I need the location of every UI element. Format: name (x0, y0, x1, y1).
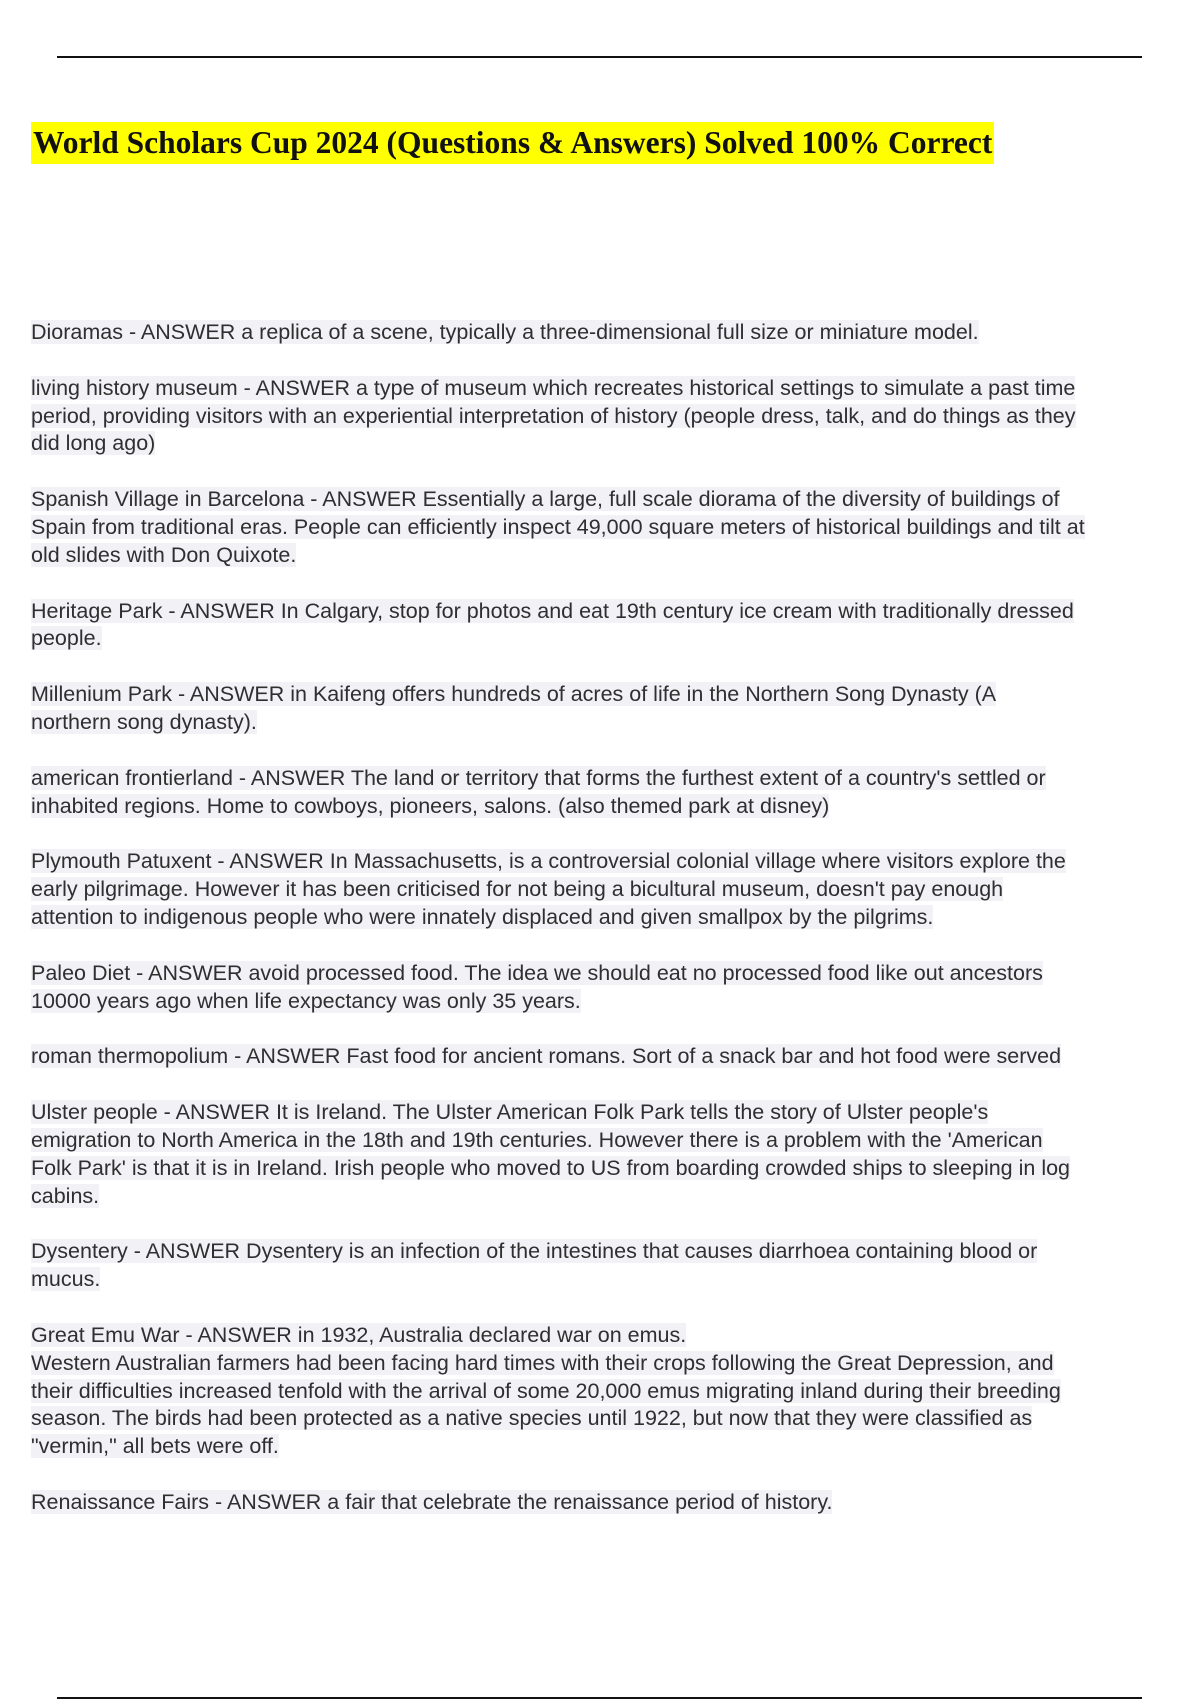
qa-entry-line (31, 1378, 1200, 1406)
qa-entry-line-text: Folk Park' is that it is in Ireland. Irish people who moved to US from boarding crowded ships to sleeping in log (31, 1155, 1071, 1180)
qa-entry-line (31, 430, 1200, 458)
qa-entry-line (31, 960, 1200, 988)
qa-entry-line (31, 1099, 1200, 1127)
qa-entry-line (31, 625, 1200, 653)
qa-entry-line-text: Dioramas - ANSWER a replica of a scene, typically a three-dimensional full size or miniature model. (31, 320, 979, 344)
qa-entry-line (31, 598, 1200, 626)
qa-entry-line (31, 1322, 1200, 1350)
qa-entry-line (31, 403, 1200, 431)
qa-entry-line (31, 1183, 1200, 1211)
qa-entry-line-text: early pilgrimage. However it has been criticised for not being a bicultural museum, doesn't pay enough (31, 877, 1004, 902)
qa-entry-line-text: Spain from traditional eras. People can efficiently inspect 49,000 square meters of historical buildings and tilt at (31, 514, 1085, 539)
qa-entry-line (31, 1266, 1200, 1294)
qa-entry-line-text: did long ago) (31, 431, 156, 456)
qa-entry-line (31, 793, 1200, 821)
qa-entry-line-text: Dysentery - ANSWER Dysentery is an infection of the intestines that causes diarrhoea containing blood or (31, 1239, 1038, 1264)
qa-entry (31, 375, 1200, 458)
qa-entry-line-text: their difficulties increased tenfold with the arrival of some 20,000 emus migrating inland during their breeding (31, 1378, 1061, 1403)
qa-entry-line-text: Paleo Diet - ANSWER avoid processed food. The idea we should eat no processed food like out ancestors (31, 960, 1043, 985)
qa-entry (31, 848, 1200, 931)
qa-entry-line-text: Renaissance Fairs - ANSWER a fair that celebrate the renaissance period of history. (31, 1489, 833, 1514)
qa-entry-line-text: season. The birds had been protected as a native species until 1922, but now that they were classified as (31, 1406, 1033, 1431)
qa-entry-line-text: northern song dynasty). (31, 709, 257, 734)
qa-entry (31, 1238, 1200, 1294)
qa-entry-line-text: "vermin," all bets were off. (31, 1434, 279, 1459)
qa-entry-line (31, 1405, 1200, 1433)
qa-entry-line (31, 319, 1200, 347)
qa-entry-line-text: Western Australian farmers had been facing hard times with their crops following the Great Depression, and (31, 1350, 1054, 1375)
qa-entry-line (31, 542, 1200, 570)
qa-entry (31, 1322, 1200, 1461)
qa-entry-line (31, 1127, 1200, 1155)
qa-entry-line-text: roman thermopolium - ANSWER Fast food for ancient romans. Sort of a snack bar and hot food were served (31, 1044, 1062, 1069)
qa-entry-line-text: cabins. (31, 1183, 100, 1208)
qa-entry-line (31, 681, 1200, 709)
qa-entry-line-text: Ulster people - ANSWER It is Ireland. The Ulster American Folk Park tells the story of Ulster people's (31, 1100, 989, 1125)
qa-entry-line-text: period, providing visitors with an experiential interpretation of history (people dress, talk, and do things as they (31, 403, 1076, 428)
qa-entry-line (31, 1155, 1200, 1183)
qa-entry-line-text: Plymouth Patuxent - ANSWER In Massachusetts, is a controversial colonial village where visitors explore the (31, 849, 1066, 874)
qa-entry-line (31, 1433, 1200, 1461)
top-divider (57, 56, 1142, 58)
qa-entry-line (31, 904, 1200, 932)
qa-entry-line (31, 1350, 1200, 1378)
qa-entry-line-text: Spanish Village in Barcelona - ANSWER Essentially a large, full scale diorama of the diversity of buildings of (31, 487, 1060, 512)
qa-entry-line-text: Heritage Park - ANSWER In Calgary, stop for photos and eat 19th century ice cream with traditionally dressed (31, 598, 1074, 623)
qa-entry-line-text: Millenium Park - ANSWER in Kaifeng offers hundreds of acres of life in the Northern Song Dynasty (A (31, 682, 997, 707)
qa-entry-line (31, 765, 1200, 793)
qa-entry (31, 681, 1200, 737)
qa-entry (31, 765, 1200, 821)
qa-entry-line (31, 1043, 1200, 1071)
bottom-divider (57, 1697, 1142, 1699)
qa-entry-line-text: emigration to North America in the 18th and 19th centuries. However there is a problem with the 'American (31, 1127, 1043, 1152)
qa-entry-line (31, 988, 1200, 1016)
qa-entry (31, 1099, 1200, 1210)
qa-entry-line (31, 1238, 1200, 1266)
qa-entry (31, 960, 1200, 1016)
qa-entry (31, 1489, 1200, 1517)
qa-entry (31, 486, 1200, 569)
qa-entry-line (31, 1489, 1200, 1517)
document-title: World Scholars Cup 2024 (Questions & Answers) Solved 100% Correct (31, 122, 994, 164)
qa-entry (31, 319, 1200, 347)
qa-entry-line-text: 10000 years ago when life expectancy was only 35 years. (31, 988, 581, 1013)
qa-entry-line-text: mucus. (31, 1267, 101, 1292)
qa-entry-line-text: people. (31, 626, 102, 651)
qa-entry (31, 1043, 1200, 1071)
qa-entry-line (31, 876, 1200, 904)
qa-entry-line-text: inhabited regions. Home to cowboys, pioneers, salons. (also themed park at disney) (31, 793, 830, 818)
qa-entry-line (31, 514, 1200, 542)
qa-entry-line-text: american frontierland - ANSWER The land or territory that forms the furthest extent of a country's settled or (31, 765, 1046, 790)
qa-entry-line-text: old slides with Don Quixote. (31, 542, 297, 567)
qa-entry-line-text: attention to indigenous people who were innately displaced and given smallpox by the pilgrims. (31, 904, 934, 929)
qa-entry-line (31, 375, 1200, 403)
qa-entry-list (31, 319, 1200, 1545)
qa-entry-line-text: Great Emu War - ANSWER in 1932, Australia declared war on emus. (31, 1322, 687, 1347)
qa-entry-line (31, 486, 1200, 514)
qa-entry-line (31, 709, 1200, 737)
qa-entry-line (31, 848, 1200, 876)
qa-entry (31, 598, 1200, 654)
qa-entry-line-text: living history museum - ANSWER a type of museum which recreates historical settings to simulate a past time (31, 375, 1076, 400)
